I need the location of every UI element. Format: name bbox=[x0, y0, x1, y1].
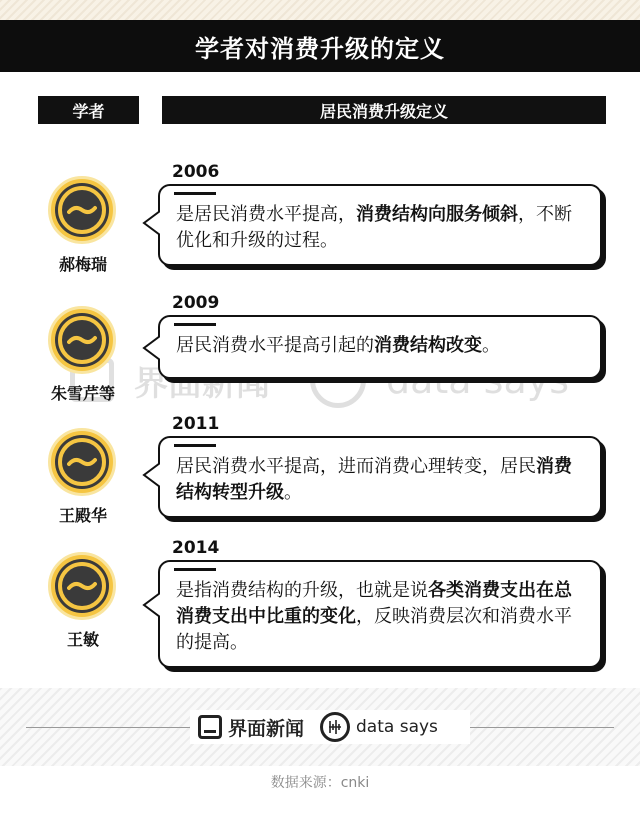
year-label: 2006 bbox=[172, 162, 220, 182]
avatar-icon bbox=[48, 428, 116, 496]
datasays-logo-icon bbox=[320, 712, 350, 742]
column-header-definition: 居民消费升级定义 bbox=[162, 96, 606, 124]
definition-segment: 是指消费结构的升级，也就是说 bbox=[176, 580, 428, 601]
scholar-name: 朱雪芹等 bbox=[50, 384, 115, 403]
definition-highlight: 消费结构转型升级 bbox=[176, 456, 572, 503]
definition-segment: 居民消费水平提高引起的 bbox=[176, 335, 374, 356]
definition-text bbox=[176, 333, 586, 359]
top-decor-strip bbox=[0, 0, 640, 20]
definition-bubble bbox=[158, 560, 602, 668]
footer-brand-cn: 界面新闻 bbox=[228, 717, 305, 740]
avatar-icon bbox=[48, 176, 116, 244]
footer-divider-right bbox=[470, 727, 614, 728]
definition-bubble bbox=[158, 184, 602, 266]
definition-text bbox=[176, 202, 586, 254]
year-label: 2014 bbox=[172, 538, 220, 558]
definition-highlight: 消费结构向服务倾斜 bbox=[356, 204, 518, 225]
scholar-name: 王敏 bbox=[66, 630, 99, 649]
definition-segment: 是居民消费水平提高， bbox=[176, 204, 356, 225]
definition-segment: 。 bbox=[284, 482, 302, 503]
data-source: 数据来源：cnki bbox=[270, 775, 370, 791]
column-header-scholar: 学者 bbox=[38, 96, 139, 124]
scholar-name: 郝梅瑞 bbox=[58, 255, 107, 274]
definition-segment: 。 bbox=[482, 335, 500, 356]
footer-divider-left bbox=[26, 727, 190, 728]
definition-text bbox=[176, 454, 586, 506]
watermark-brand-cn: 界面新闻 bbox=[134, 363, 270, 404]
definition-bubble bbox=[158, 436, 602, 518]
definition-segment: 居民消费水平提高，进而消费心理转变，居民 bbox=[176, 456, 536, 477]
definition-segment: ，反映消费层次和消费水平的提高。 bbox=[176, 606, 572, 653]
avatar-icon bbox=[48, 306, 116, 374]
definition-bubble bbox=[158, 315, 602, 379]
definition-highlight: 消费结构改变 bbox=[374, 335, 482, 356]
footer-brand-en: data says bbox=[356, 717, 438, 737]
definition-segment: ，不断优化和升级的过程。 bbox=[176, 204, 572, 251]
footer-brand bbox=[190, 710, 470, 744]
jiemian-logo-icon bbox=[198, 715, 222, 739]
watermark-brand-en: data says bbox=[386, 358, 570, 402]
year-label: 2011 bbox=[172, 414, 220, 434]
year-label: 2009 bbox=[172, 293, 220, 313]
definition-text bbox=[176, 578, 586, 656]
page-title: 学者对消费升级的定义 bbox=[0, 20, 640, 72]
definition-highlight: 各类消费支出在总消费支出中比重的变化 bbox=[176, 580, 572, 627]
scholar-name: 王殿华 bbox=[58, 506, 107, 525]
avatar-icon bbox=[48, 552, 116, 620]
